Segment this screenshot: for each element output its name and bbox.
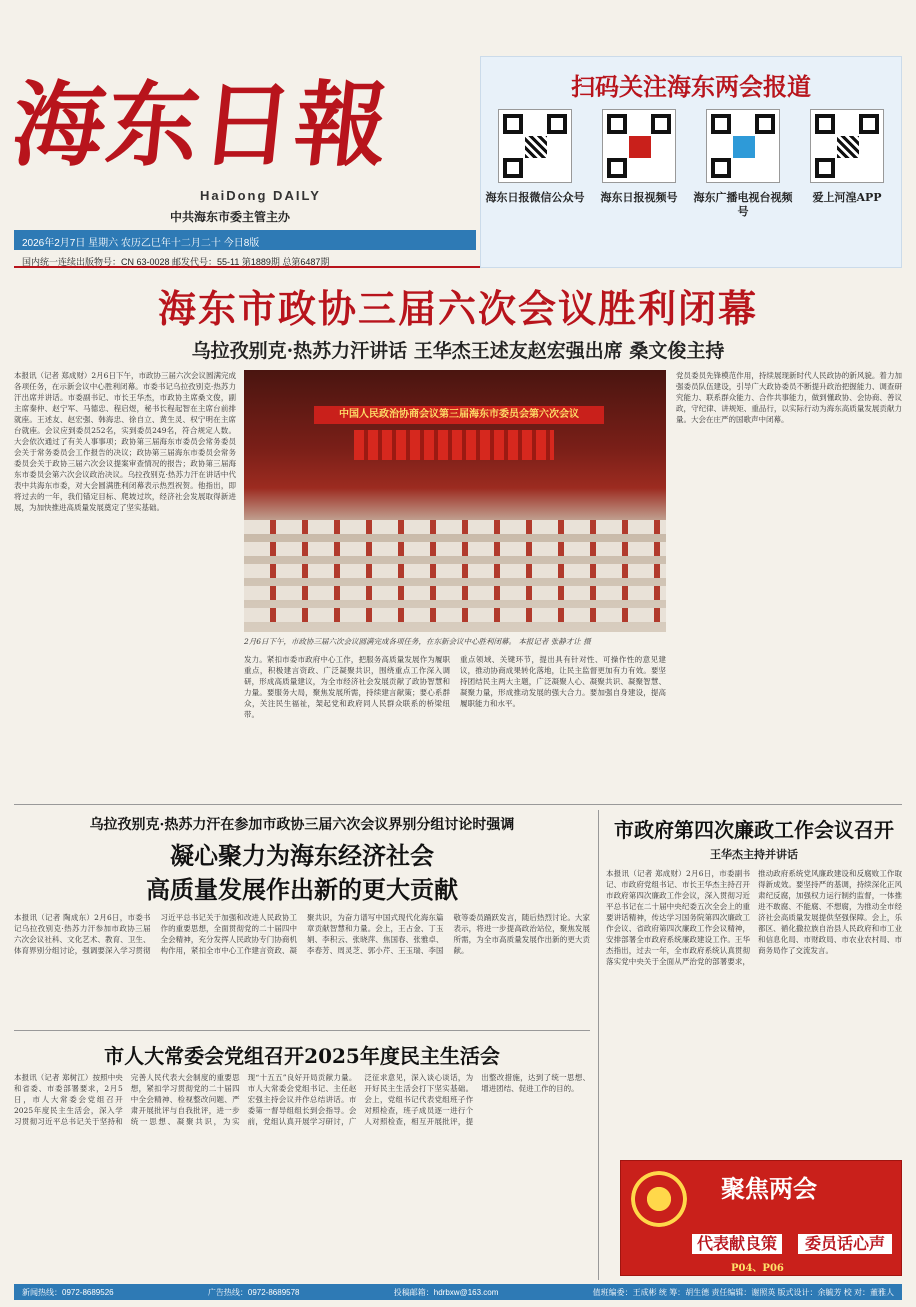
qr-label: 海东广播电视台视频号 <box>693 191 793 218</box>
story4-headline[interactable]: 市政府第四次廉政工作会议召开 <box>614 818 894 842</box>
story4-subhead: 王华杰主持并讲话 <box>710 848 798 861</box>
story2-body: 本报讯（记者 陶成东）2月6日，市委书记乌拉孜别克·热苏力汗参加市政协三届六次会议社科、文化艺术、教育、卫生、体育界别分组讨论，强调要深入学习贯彻习近平总书记关于加强和改进人民政协工作的重要思想，全面贯彻党的二十届四中全会精神，充分发挥人民政协专门协商机构作用，紧扣全市中心工作建言资政、凝聚共识，为奋力谱写中国式现代化海东篇章贡献智慧和力量。会上，王占金、丁玉娟、李积云、张晓萍、焦国春、张雅卓、李春芳、周灵芝、郭小芹、王玉瑞、李国敬等委员踊跃发言，随后热烈讨论。大家表示，将进一步提高政治站位，聚焦发展所需，为全市高质量发展作出新的更大贡献。 <box>14 913 590 955</box>
focus-box[interactable] <box>620 1160 902 1276</box>
qr-label: 爱上河湟APP <box>812 191 882 204</box>
masthead-english: HaiDong DAILY <box>200 188 321 203</box>
focus-tag-deputies[interactable]: 代表献良策 <box>691 1233 783 1255</box>
lead-column-left: 本报讯（记者 郑成财）2月6日下午，市政协三届六次会议圆满完成各项任务，在示新会议中心胜利闭幕。市委书记乌拉孜别克·热苏力汗出席并讲话。市委副书记、市长王华杰，市政协主席桑文俊，副主席秦仲、赵宁军、马德忠、程启煜，秘书长程起智在主席台前排就座。王述友、赵宏强、韩海忠、徐自立、黄生灵、权宁明在主席台就座。会议应到委员252名，实到委员249名，符合规定人数。大会依次通过了有关人事事项；政协第三届海东市委员会常务委员会关于常务委员会工作报告的决议；政协第三届海东市委员会常务委员会关于政协三届六次会议提案审查情况的报告；政协第三届海东市委员会第六次会议政治决议。乌拉孜别克·热苏力汗在讲话中代表中共海东市委，对大会圆满胜利闭幕表示热烈祝贺。他指出，即将过去的一年，我们锚定目标、爬坡过坎，经济社会发展取得新进展，为加快推进高质量发展奠定了坚实基础。 <box>14 371 236 512</box>
dateline: 2026年2月7日 星期六 农历乙巳年十二月二十 今日8版 <box>14 230 476 250</box>
focus-title: 聚焦两会 <box>721 1174 817 1203</box>
focus-pages: P04、P06 <box>731 1263 784 1274</box>
qr-code-icon <box>706 109 780 183</box>
qr-item-video[interactable] <box>589 109 689 205</box>
divider <box>14 1030 590 1031</box>
qr-code-icon <box>810 109 884 183</box>
flags-decoration <box>354 430 554 460</box>
issue-line: 国内统一连续出版物号：CN 63-0028 邮发代号：55-11 第1889期 总第6487期 <box>14 252 902 268</box>
story2-headline-1[interactable]: 凝心聚力为海东经济社会 <box>170 841 434 870</box>
story3-headline[interactable]: 市人大常委会党组召开2025年度民主生活会 <box>104 1044 500 1068</box>
footer-news-hotline: 新闻热线：0972-8689526 <box>22 1288 114 1297</box>
lead-headline[interactable]: 海东市政协三届六次会议胜利闭幕 <box>157 286 758 331</box>
qr-label: 海东日报视频号 <box>600 191 678 204</box>
qr-code-icon <box>602 109 676 183</box>
lead-subhead: 乌拉孜别克·热苏力汗讲话 王华杰王述友赵宏强出席 桑文俊主持 <box>191 340 725 362</box>
story2-headline-2[interactable]: 高质量发展作出新的更大贡献 <box>146 875 458 904</box>
photo-banner: 中国人民政治协商会议第三届海东市委员会第六次会议 <box>314 406 604 424</box>
story3-body: 本报讯（记者 郑树江）按照中央和省委、市委部署要求，2月5日，市人大常委会党组召开2025年度民主生活会，深入学习贯彻习近平总书记关于坚持和完善人民代表大会制度的重要思想，紧扣学习贯彻党的二十届四中全会精神、检视整改问题、严肃开展批评与自我批评，进一步统一思想、凝聚共识，为实现“十五五”良好开局贡献力量。市人大常委会党组书记、主任赵宏强主持会议并作总结讲话。市委第一督导组组长到会指导。会前，党组认真开展学习研讨，广泛征求意见，深入谈心谈话，为开好民主生活会打下坚实基础。会上，党组书记代表党组班子作对照检查，班子成员逐一进行个人对照检查，相互开展批评，提出整改措施，达到了统一思想、增进团结、促进工作的目的。 <box>14 1073 590 1126</box>
qr-code-icon <box>498 109 572 183</box>
story2-kicker: 乌拉孜别克·热苏力汗在参加市政协三届六次会议界别分组讨论时强调 <box>89 817 515 833</box>
qr-label: 海东日报微信公众号 <box>485 191 585 204</box>
focus-tag-members[interactable]: 委员话心声 <box>797 1233 893 1255</box>
national-emblem-icon <box>631 1171 687 1227</box>
footer-ad-hotline: 广告热线：0972-8689578 <box>207 1288 300 1297</box>
divider <box>14 804 902 805</box>
lead-column-right: 党员委员先锋模范作用，持续展现新时代人民政协的新风貌。着力加强委员队伍建设，引导广大政协委员不断提升政治把握能力、调查研究能力、联系群众能力、合作共事能力，做到懂政协、会协商、善议政，守纪律、讲规矩、重品行，以实际行动为海东高质量发展贡献力量。大会在庄严的国歌声中闭幕。 <box>676 371 902 424</box>
story4-body: 本报讯（记者 郑成财）2月6日，市委副书记、市政府党组书记、市长王华杰主持召开市政府第四次廉政工作会议，深入贯彻习近平总书记在二十届中央纪委五次全会上的重要讲话精神，传达学习国务院第四次廉政工作会议、省政府第四次廉政工作会议精神，安排部署全市政府系统廉政建设工作。王华杰指出，过去一年，全市政府系统认真贯彻落实党中央关于全面从严治党的部署要求，推动政府系统党风廉政建设和反腐败工作取得新成效。要坚持严的基调，持续深化正风肃纪反腐，加强权力运行制约监督，一体推进不敢腐、不能腐、不想腐，为推动全市经济社会高质量发展提供坚强保障。会上，乐都区、循化撒拉族自治县人民政府和市工业和信息化局、市财政局、市农业农村局、市商务局作了交流发言。 <box>606 869 902 966</box>
footer-email: 投稿邮箱：hdrbxw@163.com <box>393 1288 499 1297</box>
vertical-divider <box>598 810 599 1280</box>
lead-column-mid-2: 重点领域、关键环节，提出具有针对性、可操作性的意见建议，推动协商成果转化落地，让民主监督更加有力有效。要坚持团结民主两大主题，广泛凝聚人心、凝聚共识、凝聚智慧、凝聚力量，形成推动发展的强大合力。要加强自身建设，提高履职能力和水平。 <box>460 655 666 708</box>
masthead-title: 海东日報 <box>7 71 395 179</box>
footer <box>14 1284 902 1300</box>
photo-caption: 2月6日下午，市政协三届六次会议圆满完成各项任务，在东新会议中心胜利闭幕。 本报记者 张静才让 摄 <box>244 637 591 646</box>
lead-column-mid-1: 发力。紧扣市委市政府中心工作，把服务高质量发展作为履职重点，积极建言资政、广泛凝聚共识，围绕重点工作深入调研，形成高质量建议，为全市经济社会发展贡献了政协智慧和力量。要服务大局，聚焦发展所需，持续建言献策；要心系群众，关注民生福祉，架起党和政府同人民群众联系的桥梁纽带。 <box>244 655 450 719</box>
qr-panel <box>480 56 902 268</box>
footer-editors: 值班编委：王成彬 统 筹：胡生德 责任编辑：谢照英 版式设计：余毓芳 校 对：董雅人 <box>592 1288 894 1297</box>
qr-panel-title: 扫码关注海东两会报道 <box>571 72 811 101</box>
qr-item-tv[interactable] <box>693 109 793 219</box>
qr-item-app[interactable] <box>797 109 897 205</box>
masthead-sponsor: 中共海东市委主管主办 <box>170 210 291 224</box>
qr-item-wechat[interactable] <box>485 109 585 205</box>
lead-photo <box>244 370 666 632</box>
